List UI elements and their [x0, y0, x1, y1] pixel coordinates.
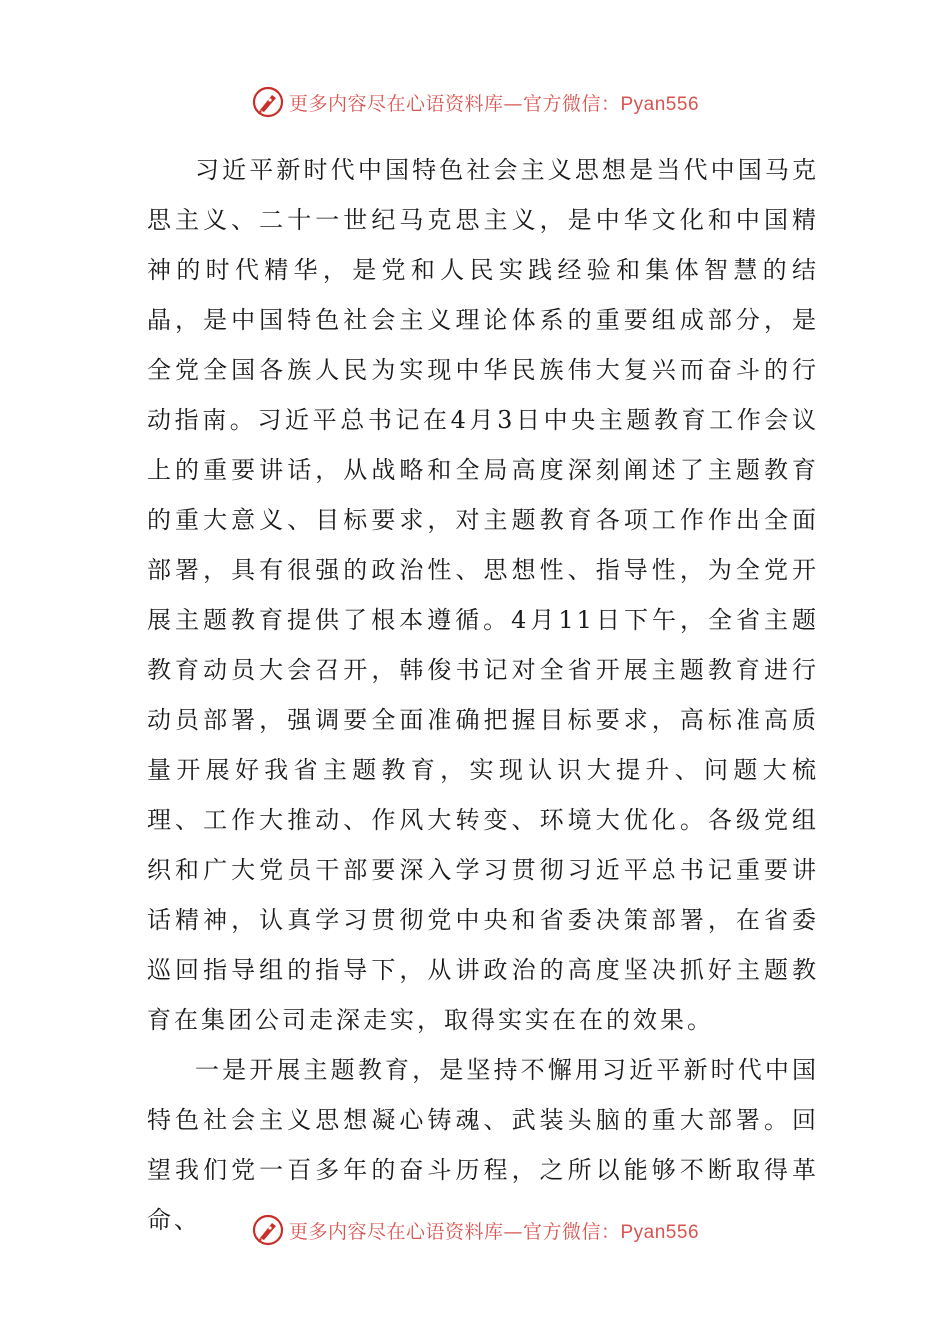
header-banner-handle: Pyan556 [620, 93, 700, 115]
header-banner-text: 更多内容尽在心语资料库—官方微信：Pyan556 [288, 92, 700, 115]
header-banner [0, 82, 950, 122]
paragraph-1: 习近平新时代中国特色社会主义思想是当代中国马克思主义、二十一世纪马克思主义，是中华文化和中国精神的时代精华，是党和人民实践经验和集体智慧的结晶，是中国特色社会主义理论体系的重要组成部分，是全党全国各族人民为实现中华民族伟大复兴而奋斗的行动指南。习近平总书记在4月3日中央主题教育工作会议上的重要讲话，从战略和全局高度深刻阐述了主题教育的重大意义、目标要求，对主题教育各项工作作出全面部署，具有很强的政治性、思想性、指导性，为全党开展主题教育提供了根本遵循。4月11日下午，全省主题教育动员大会召开，韩俊书记对全省开展主题教育进行动员部署，强调要全面准确把握目标要求，高标准高质量开展好我省主题教育，实现认识大提升、问题大梳理、工作大推动、作风大转变、环境大优化。各级党组织和广大党员干部要深入学习贯彻习近平总书记重要讲话精神，认真学习贯彻党中央和省委决策部署，在省委巡回指导组的指导下，从讲政治的高度坚决抓好主题教育在集团公司走深走实，取得实实在在的效果。 [147, 156, 819, 1034]
footer-banner-text: 更多内容尽在心语资料库—官方微信：Pyan556 [288, 1220, 700, 1243]
footer-banner-handle: Pyan556 [620, 1221, 700, 1243]
paragraph-2: 一是开展主题教育，是坚持不懈用习近平新时代中国特色社会主义思想凝心铸魂、武装头脑的重大部署。回望我们党一百多年的奋斗历程，之所以能够不断取得革命、 [147, 1056, 819, 1234]
pen-nib-logo-icon [251, 85, 285, 119]
footer-banner [0, 1210, 950, 1250]
pen-nib-logo-icon [251, 1213, 285, 1247]
document-body [147, 145, 819, 1245]
